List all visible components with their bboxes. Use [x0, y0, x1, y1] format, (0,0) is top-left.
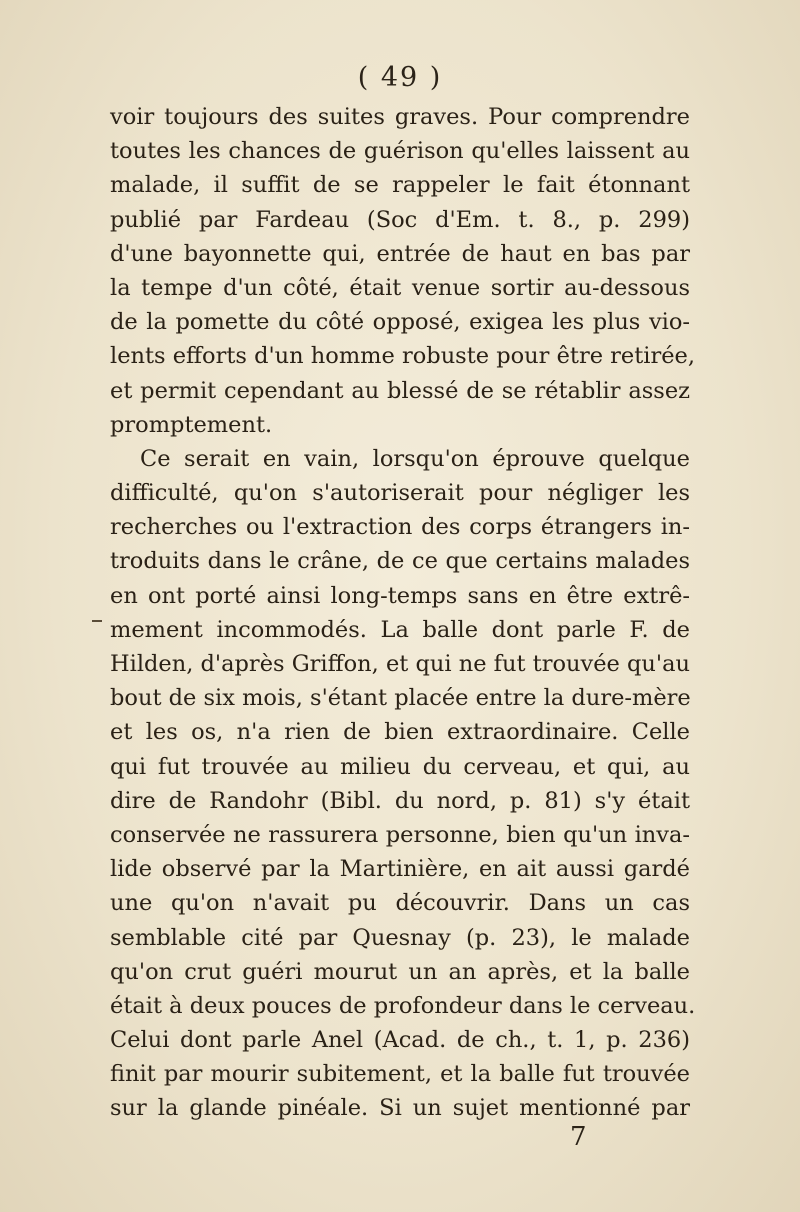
text-line: lents efforts d'un homme robuste pour être retirée, [110, 343, 696, 370]
paragraph-start-line: Ce serait en vain, lorsqu'on éprouve quelque [140, 445, 690, 472]
page-number: ( 49 ) [357, 62, 443, 93]
text-line: et les os, n'a rien de bien extraordinaire. Celle [110, 719, 690, 746]
paragraph-end-line: promptement. [110, 411, 273, 438]
text-line: qu'on crut guéri mourut un an après, et la balle [110, 958, 690, 985]
text-line: dire de Randohr (Bibl. du nord, p. 81) s'y était [110, 787, 690, 814]
text-line: de la pomette du côté opposé, exigea les plus vio- [110, 309, 690, 336]
text-line: recherches ou l'extraction des corps étrangers in- [110, 514, 690, 541]
text-line: bout de six mois, s'étant placée entre la dure-mère [110, 685, 691, 712]
text-line: voir toujours des suites graves. Pour comprendre [110, 104, 690, 130]
text-line: conservée ne rassurera personne, bien qu'un inva- [110, 821, 690, 848]
text-line: Celui dont parle Anel (Acad. de ch., t. 1, p. 236) [110, 1027, 690, 1054]
text-line: troduits dans le crâne, de ce que certains malades [110, 548, 690, 575]
signature-mark: 7 [570, 1122, 587, 1152]
text-line: toutes les chances de guérison qu'elles laissent au [110, 138, 690, 165]
text-line: difficulté, qu'on s'autoriserait pour négliger les [110, 480, 690, 507]
text-line: malade, il suffit de se rappeler le fait étonnant [110, 172, 690, 199]
text-line: la tempe d'un côté, était venue sortir au-dessous [110, 274, 690, 301]
text-line: qui fut trouvée au milieu du cerveau, et qui, au [110, 753, 690, 780]
text-line: était à deux pouces de profondeur dans le cerveau. [110, 992, 696, 1019]
text-line: semblable cité par Quesnay (p. 23), le malade [110, 924, 690, 951]
text-line: une qu'on n'avait pu découvrir. Dans un cas [110, 890, 690, 917]
text-line: sur la glande pinéale. Si un sujet mentionné par [110, 1095, 690, 1122]
text-line: publié par Fardeau (Soc d'Em. t. 8., p. 299) [110, 206, 690, 233]
text-line: Hilden, d'après Griffon, et qui ne fut trouvée qu'au [110, 651, 690, 677]
text-line: lide observé par la Martinière, en ait aussi gardé [110, 856, 690, 883]
text-line: finit par mourir subitement, et la balle fut trouvée [110, 1061, 690, 1088]
text-line: d'une bayonnette qui, entrée de haut en bas par [110, 240, 690, 267]
margin-mark [92, 620, 102, 622]
text-line: en ont porté ainsi long-temps sans en être extrê- [110, 582, 690, 609]
text-line: mement incommodés. La balle dont parle F. de [110, 616, 690, 643]
text-line: et permit cependant au blessé de se rétablir assez [110, 377, 690, 404]
body-text [110, 100, 696, 1126]
